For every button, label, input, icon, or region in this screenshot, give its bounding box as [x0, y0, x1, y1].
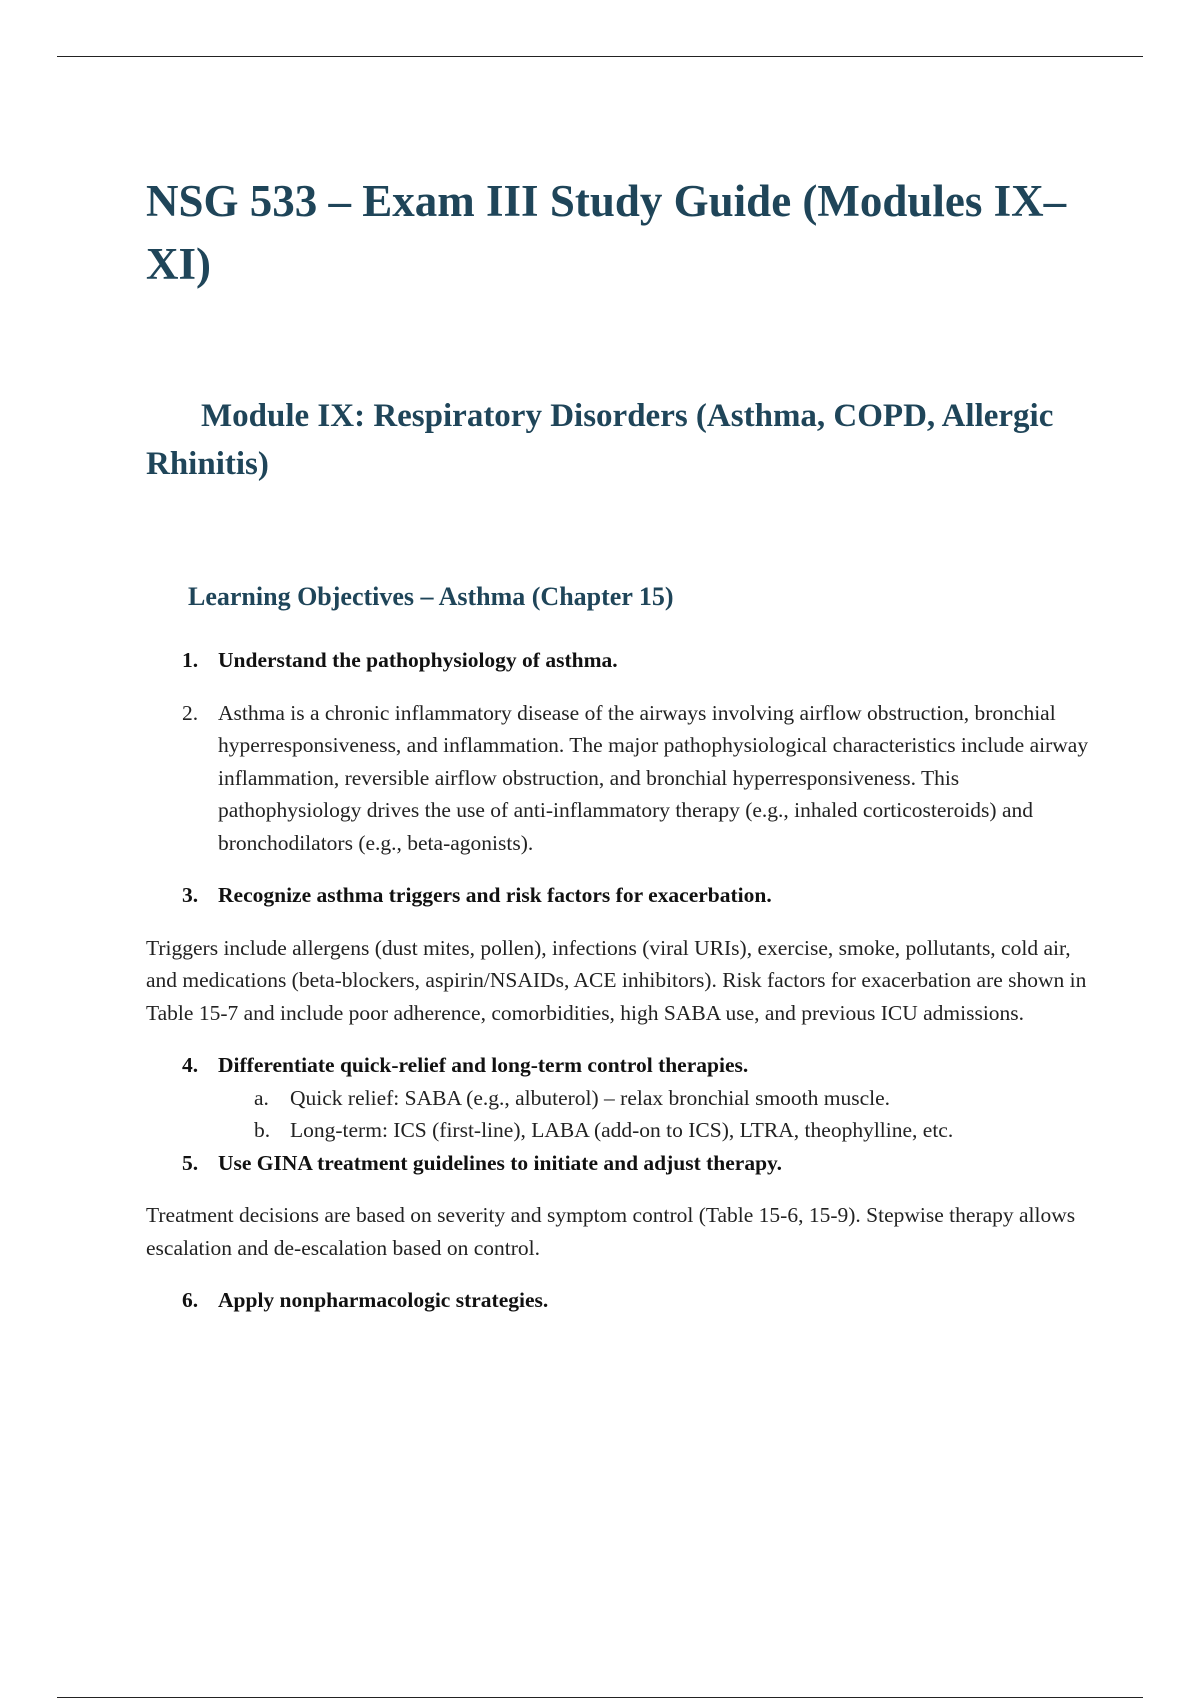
- objective-text: Use GINA treatment guidelines to initiate and adjust therapy.: [218, 1150, 782, 1175]
- document-body: [146, 170, 1091, 1317]
- list-item: [146, 697, 1091, 860]
- sub-item-text: Quick relief: SABA (e.g., albuterol) – relax bronchial smooth muscle.: [290, 1085, 891, 1110]
- paragraph: Triggers include allergens (dust mites, pollen), infections (viral URIs), exercise, smoke, pollutants, cold air, and medications (beta-blockers, aspirin/NSAIDs, ACE inhibitors). Risk factors for exacerbation are shown in Table 15-7 and include poor adherence, comorbidities, high SABA use, and previous ICU admissions.: [146, 935, 1087, 1025]
- objective-text: Understand the pathophysiology of asthma.: [218, 648, 618, 672]
- document-title: NSG 533 – Exam III Study Guide (Modules IX–XI): [146, 176, 1067, 289]
- sub-list-item: [146, 1082, 1091, 1115]
- list-number: 5.: [182, 1150, 199, 1175]
- list-number: 3.: [182, 883, 199, 907]
- sub-item-text: Long-term: ICS (first-line), LABA (add-on to ICS), LTRA, theophylline, etc.: [290, 1118, 954, 1142]
- list-number: 4.: [182, 1053, 199, 1077]
- list-item: [146, 644, 1091, 677]
- list-number: 1.: [182, 648, 199, 672]
- objective-text: Differentiate quick-relief and long-term control therapies.: [218, 1053, 749, 1077]
- paragraph: Treatment decisions are based on severity and symptom control (Table 15-6, 15-9). Stepwise therapy allows escalation and de-escalation based on control.: [146, 1203, 1076, 1260]
- list-item: [146, 1147, 1091, 1180]
- list-item: [146, 1049, 1091, 1082]
- list-number: 6.: [182, 1288, 199, 1312]
- list-item: [146, 879, 1091, 912]
- objectives-heading: Learning Objectives – Asthma (Chapter 15): [188, 582, 674, 611]
- sub-list-letter: a.: [254, 1085, 269, 1110]
- footer-rule: [57, 1697, 1143, 1698]
- header-rule: [57, 56, 1143, 57]
- objective-text: Apply nonpharmacologic strategies.: [218, 1288, 549, 1312]
- list-number: 2.: [182, 700, 199, 725]
- sub-list-letter: b.: [254, 1118, 271, 1142]
- sub-list-item: [146, 1114, 1091, 1147]
- objective-text: Recognize asthma triggers and risk factors for exacerbation.: [218, 883, 772, 907]
- module-heading: Module IX: Respiratory Disorders (Asthma, COPD, Allergic Rhinitis): [146, 398, 1054, 482]
- list-item: [146, 1284, 1091, 1317]
- objective-text: Asthma is a chronic inflammatory disease of the airways involving airflow obstruction, bronchial hyperresponsiveness, and inflammation. The major pathophysiological characteristics include airway inflammation, reversible airflow obstruction, and bronchial hyperresponsiveness. This pathophysiology drives the use of anti-inflammatory therapy (e.g., inhaled corticosteroids) and bronchodilators (e.g., beta-agonists).: [218, 700, 1089, 855]
